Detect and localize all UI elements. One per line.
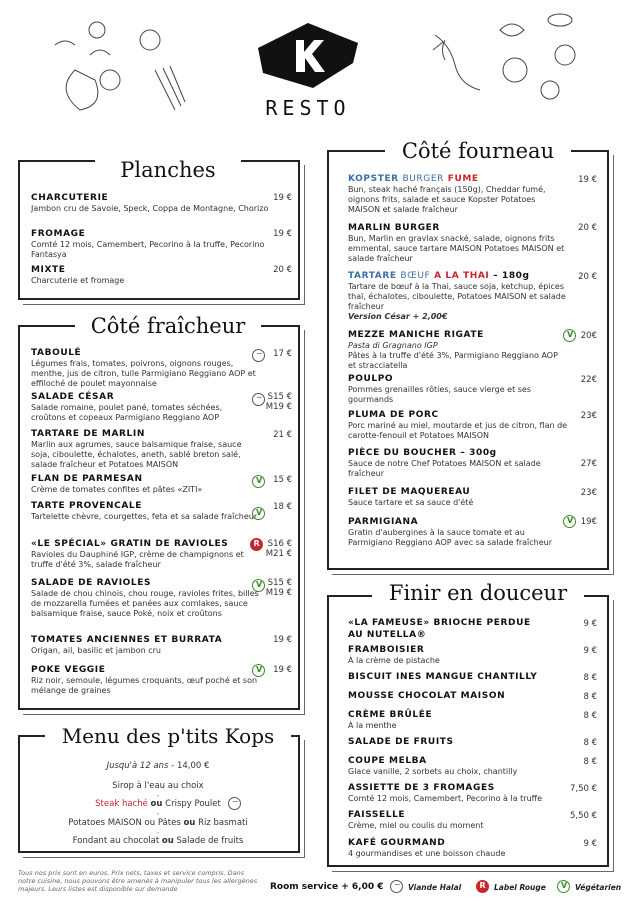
list-item: POKE VEGGIE Riz noir, semoule, légumes croquants, œuf poché et son mélange de graines (31, 665, 258, 695)
list-item: FAISSELLE Crème, miel ou coulis du moment (348, 810, 484, 830)
kids-menu-title: Menu des p'tits Kops (45, 724, 291, 748)
list-item: BISCUIT INES MANGUE CHANTILLY (348, 672, 538, 682)
list-item: MOUSSE CHOCOLAT MAISON (348, 691, 506, 701)
list-item: SALADE DE RAVIOLES Salade de chou chinois, chou rouge, ravioles frites, billes de mozzarella fumées et panées aux cornlakes, sauce balsamique fraise, sauce Poké, noix et croûtons (31, 578, 259, 618)
list-item: TABOULÉ Légumes frais, tomates, poivrons, oignons rouges, menthe, jus de citron, tuile Parmigiano Reggiano AOP et effiloché de poulet mayonnaise (31, 348, 256, 388)
legend-label-rouge: Label Rouge (494, 883, 546, 892)
item-price: 19 € (273, 229, 292, 239)
item-price: 18 € (273, 502, 292, 512)
list-item: TARTARE DE MARLIN Marlin aux agrumes, sauce balsamique fraise, sauce soja, ciboulette, échalotes, aneth, sablé breton salé, salade fraîcheur et Potatoes MAISON (31, 429, 242, 469)
item-price: 8 € (583, 738, 597, 748)
planches-title: Planches (95, 158, 241, 182)
list-item: FROMAGE Comté 12 mois, Camembert, Pecorino à la truffe, Pecorino Fantasya (31, 229, 265, 259)
kids-menu-age: Jusqu'à 12 ans - 14,00 € (106, 761, 210, 771)
list-item: MIXTE Charcuterie et fromage (31, 265, 125, 285)
item-price: 20 € (578, 272, 597, 282)
brand-name: RESTO (265, 96, 351, 120)
item-price: 19 € (273, 665, 292, 675)
list-item: «LE SPÉCIAL» GRATIN DE RAVIOLES Ravioles du Dauphiné IGP, crème de champignons et truffe d'été 3%, salade fraîcheur (31, 539, 244, 569)
item-price: 20 € (273, 265, 292, 275)
item-price: 7,50 € (569, 784, 597, 794)
list-item: KOPSTER BURGER FUME Bun, steak haché français (150g), Cheddar fumé, oignons frits, salade et sauce Kopster Potatoes MAISON et salade fraîcheur (348, 174, 546, 214)
item-price: 8 € (583, 692, 597, 702)
list-item: FRAMBOISIER À la crème de pistache (348, 645, 440, 665)
kids-menu-line: Steak haché ou Crispy Poulet (95, 799, 221, 809)
kids-menu-line: Sirop à l'eau au choix (112, 781, 204, 791)
list-item: FILET DE MAQUEREAU Sauce tartare et sa sauce d'été (348, 487, 474, 507)
list-item: TARTE PROVENCALE Tartelette chèvre, courgettes, feta et sa salade fraîcheur (31, 501, 258, 521)
room-service: Room service + 6,00 € (270, 882, 384, 892)
kids-menu-line: Fondant au chocolat ou Salade de fruits (72, 836, 244, 846)
item-price: 19 € (273, 635, 292, 645)
legend-halal: Viande Halal (408, 883, 462, 892)
kids-menu-line: Potatoes MAISON ou Pâtes ou Riz basmati (68, 818, 248, 828)
list-item: SALADE DE FRUITS (348, 737, 454, 747)
item-price: 20€ (580, 331, 597, 341)
item-price-large: M19 € (265, 588, 292, 598)
item-price: 19 € (578, 175, 597, 185)
douceur-title: Finir en douceur (372, 581, 584, 605)
list-item: COUPE MELBA Glace vanille, 2 sorbets au choix, chantilly (348, 756, 518, 776)
kids-separator: - (156, 791, 160, 801)
item-price-large: M21 € (265, 549, 292, 559)
vegetable-sketches-left (35, 10, 205, 120)
vegetarian-icon (557, 880, 570, 893)
legal-note: Tous nos prix sont en euros. Prix nets, taxes et service compris. Dans notre cuisine, nous pouvons être amenés à manipuler tous les allergènes majeurs. Leurs listes est disponible sur demande (18, 869, 258, 893)
item-price: 8 € (583, 673, 597, 683)
item-price: 23€ (580, 488, 597, 498)
kopster-logo (258, 18, 358, 94)
list-item: POULPO Pommes grenailles rôties, sauce vierge et ses gourmands (348, 374, 532, 404)
list-item: TOMATES ANCIENNES ET BURRATA Origan, ail, basilic et jambon cru (31, 635, 223, 655)
item-price: 19 € (273, 193, 292, 203)
item-price: S15 € (267, 578, 292, 588)
list-item: CRÈME BRÛLÉE À la menthe (348, 710, 433, 730)
legend-vegetarian: Végétarien (575, 883, 622, 892)
item-price: S15 € (267, 392, 292, 402)
list-item: PIÈCE DU BOUCHER – 300g Sauce de notre Chef Potatoes MAISON et salade fraîcheur (348, 448, 541, 478)
item-price: 9 € (583, 619, 597, 629)
item-price: 20 € (578, 223, 597, 233)
list-item: «LA FAMEUSE» BRIOCHE PERDUE AU NUTELLA® (348, 618, 531, 640)
item-price: 21 € (273, 430, 292, 440)
item-price: 23€ (580, 411, 597, 421)
list-item: TARTARE BŒUF A LA THAI – 180g Tartare de bœuf à la Thai, sauce soja, ketchup, épices thaï, échalotes, ciboulette, Potatoes MAISON et salade fraîcheur Version César + 2,00€ (348, 271, 566, 321)
item-price: 9 € (583, 646, 597, 656)
list-item: MARLIN BURGER Bun, Marlin en gravlax snacké, salade, oignons frits emmental, sauce tartare MAISON Potatoes MAISON et salade fraîcheur (348, 223, 565, 263)
list-item: ASSIETTE DE 3 FROMAGES Comté 12 mois, Camembert, Pecorino à la truffe (348, 783, 543, 803)
vegetable-sketches-right (425, 10, 595, 110)
list-item: CHARCUTERIE Jambon cru de Savoie, Speck, Coppa de Montagne, Chorizo (31, 193, 269, 213)
label-rouge-icon (476, 880, 489, 893)
list-item: KAFÉ GOURMAND 4 gourmandises et une boisson chaude (348, 838, 506, 858)
item-price: 8 € (583, 757, 597, 767)
list-item: SALADE CÉSAR Salade romaine, poulet pané, tomates séchées, croûtons et copeaux Parmigiano Reggiano AOP (31, 392, 223, 422)
item-price-large: M19 € (265, 402, 292, 412)
item-price: 27€ (580, 459, 597, 469)
item-price: 22€ (580, 375, 597, 385)
item-price: 15 € (273, 475, 292, 485)
item-price: 19€ (580, 517, 597, 527)
list-item: MEZZE MANICHE RIGATE Pasta di Gragnano IGP Pâtes à la truffe d'été 3%, Parmigiano Reggiano AOP et stracciatella (348, 330, 558, 370)
item-price: S16 € (267, 539, 292, 549)
list-item: PARMIGIANA Gratin d'aubergines à la sauce tomate et au Parmigiano Reggiano AOP avec sa salade fraîcheur (348, 517, 552, 547)
kids-separator: - (156, 828, 160, 838)
fourneau-title: Côté fourneau (385, 139, 571, 163)
list-item: PLUMA DE PORC Porc mariné au miel, moutarde et jus de citron, flan de carotte-fenouil et Potatoes MAISON (348, 410, 568, 440)
item-price: 9 € (583, 839, 597, 849)
list-item: FLAN DE PARMESAN Crème de tomates confites et pâtes «ZITI» (31, 474, 203, 494)
kids-separator: - (156, 809, 160, 819)
item-price: 17 € (273, 349, 292, 359)
item-price: 8 € (583, 711, 597, 721)
fraicheur-title: Côté fraîcheur (75, 314, 261, 338)
item-price: 5,50 € (569, 811, 597, 821)
halal-icon (390, 880, 403, 893)
